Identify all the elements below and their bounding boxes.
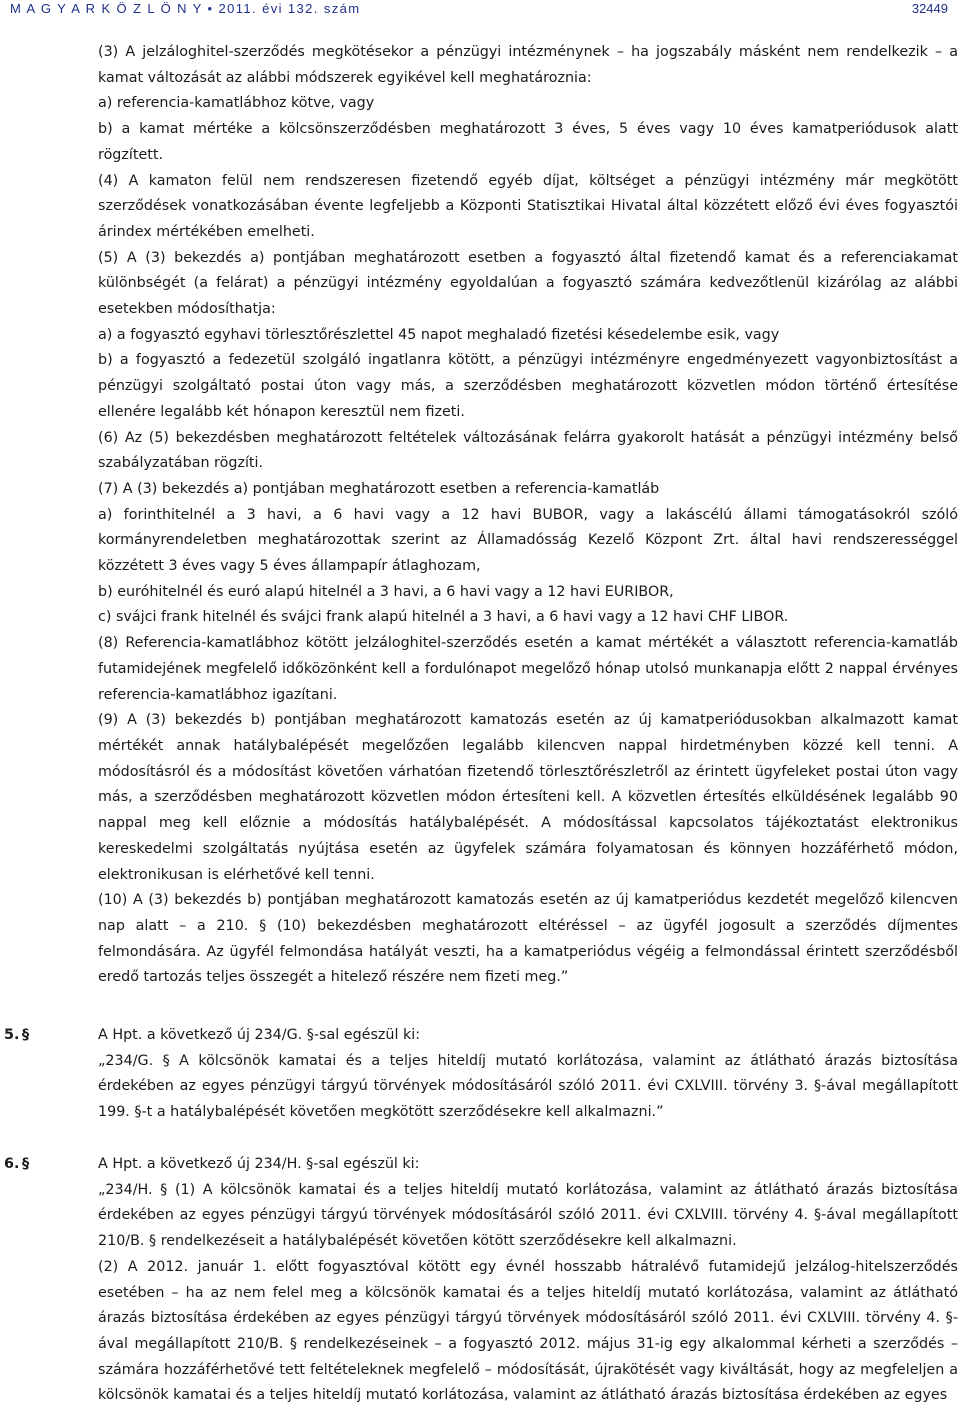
section-intro: A Hpt. a következő új 234/G. §-sal egészül ki: bbox=[98, 1027, 421, 1043]
paragraph-3: (3) A jelzáloghitel-szerződés megkötésekor a pénzügyi intézménynek – ha jogszabály másként nem rendelkezik – a kamat változását az alábbi módszerek egyikével kell meghatároznia: bbox=[98, 44, 958, 86]
paragraph-5b: b) a fogyasztó a fedezetül szolgáló ingatlanra kötött, a pénzügyi intézményre engedményezett vagyonbiztosítást a pénzügyi szolgáltató postai úton vagy más, a szerződésben meghatározott közvetlen módon történő értesítése ellenére legalább két hónapon keresztül nem fizeti. bbox=[98, 352, 958, 420]
paragraph-5: (5) A (3) bekezdés a) pontjában meghatározott esetben a fogyasztó által fizetendő kamat és a referenciakamat különbségét (a felárat) a pénzügyi intézmény egyoldalúan a fogyasztó számára kedvezőtlenül kizárólag az alábbi esetekben módosíthatja: bbox=[98, 249, 958, 318]
page-header bbox=[10, 0, 948, 20]
paragraph-8: (8) Referencia-kamatlábhoz kötött jelzáloghitel-szerződés esetén a kamat mértékét a választott referencia-kamatláb futamidejének megfelelő időközönként kell a fordulónapot megelőző hónap utolsó munkanapja előtt 2 nappal érvényes referencia-kamatlábhoz igazítani. bbox=[98, 635, 958, 703]
section-intro: A Hpt. a következő új 234/H. §-sal egészül ki: bbox=[98, 1156, 420, 1172]
section-number: 5. bbox=[4, 1027, 20, 1043]
paragraph-3b: b) a kamat mértéke a kölcsönszerződésben meghatározott 3 éves, 5 éves vagy 10 éves kamatperiódusok alatt rögzített. bbox=[98, 121, 958, 163]
journal-title: M A G Y A R K Ö Z L Ö N Y • 2011. évi 132. szám bbox=[10, 1, 361, 16]
paragraph-7c: c) svájci frank hitelnél és svájci frank alapú hitelnél a 3 havi, a 6 havi vagy a 12 havi CHF LIBOR. bbox=[98, 609, 789, 626]
section-text-1: „234/H. § (1) A kölcsönök kamatai és a teljes hiteldíj mutató korlátozása, valamint az átlátható árazás biztosítása érdekében az egyes pénzügyi tárgyú törvények módosításáról szóló 2011. évi CXLVIII. törvény 4. §-ával megállapított 210/B. § rendelkezéseit a hatálybalépését követően kötött szerződésekre kell alkalmazni. bbox=[98, 1181, 958, 1250]
paragraph-3a: a) referencia-kamatlábhoz kötve, vagy bbox=[98, 95, 375, 112]
paragraph-9: (9) A (3) bekezdés b) pontjában meghatározott kamatozás esetén az új kamatperiódusokban alkalmazott kamat mértékét annak hatálybalépését megelőzően legalább kilencven nappal hirdetményben közzé kell tenni. A módosításról és a módosítást követően várhatóan fizetendő törlesztőrészletről az érintett ügyfeleket postai úton vagy más, a szerződésben meghatározott közvetlen módon értesíteni kell. A közvetlen értesítés elküldésének legalább 90 nappal meg kell előznie a módosítás hatálybalépését. A módosítással kapcsolatos tájékoztatást elektronikus kereskedelmi szolgáltatás nyújtása esetén az ügyfelek számára folyamatosan és könnyen hozzáférhető módon, elektronikusan is elérhetővé kell tenni. bbox=[98, 712, 958, 883]
paragraph-7b: b) euróhitelnél és euró alapú hitelnél a 3 havi, a 6 havi vagy a 12 havi EURIBOR, bbox=[98, 583, 674, 600]
section-text-2: (2) A 2012. január 1. előtt fogyasztóval kötött egy évnél hosszabb hátralévő futamidejű jelzálog-hitelszerződés esetében – ha az nem felel meg a kölcsönök kamatai és a teljes hiteldíj mutató korlátozása, valamint az átlátható árazás biztosítása érdekében az egyes pénzügyi tárgyú törvények módosításáról szóló 2011. évi CXLVIII. törvény 4. §-ával megállapított 210/B. § rendelkezéseinek – a fogyasztó 2012. május 31-ig egy alkalommal kérheti a szerződés – számára hozzáférhetővé tett feltételeknek megfelelő – módosítását, újrakötését vagy kiváltását, hogy az megfeleljen a kölcsönök kamatai és a teljes hiteldíj mutató korlátozása, valamint az átlátható árazás biztosítása érdekében az egyes bbox=[98, 1258, 958, 1404]
main-text bbox=[98, 40, 958, 991]
section-text: „234/G. § A kölcsönök kamatai és a teljes hiteldíj mutató korlátozása, valamint az átlátható árazás biztosítása érdekében az egyes pénzügyi tárgyú törvények módosításáról szóló 2011. évi CXLVIII. törvény 3. §-ával megállapított 199. §-t a hatálybalépését követően megkötött szerződésekre kell alkalmazni.” bbox=[98, 1052, 958, 1121]
section-sign: § bbox=[22, 1156, 30, 1172]
paragraph-5a: a) a fogyasztó egyhavi törlesztőrészlettel 45 napot meghaladó fizetési késedelembe esik, vagy bbox=[98, 326, 780, 343]
page-number: 32449 bbox=[911, 1, 948, 16]
paragraph-6: (6) Az (5) bekezdésben meghatározott feltételek változásának felárra gyakorolt hatását a pénzügyi intézmény belső szabályzatában rögzíti. bbox=[98, 429, 958, 472]
paragraph-4: (4) A kamaton felül nem rendszeresen fizetendő egyéb díjat, költséget a pénzügyi intézmény már megkötött szerződések vonatkozásában évente legfeljebb a Központi Statisztikai Hivatal által közzétett előző évi éves fogyasztói árindex mértékében emelheti. bbox=[98, 172, 958, 240]
paragraph-10: (10) A (3) bekezdés b) pontjában meghatározott kamatozás esetén az új kamatperiódus kezdetét megelőző kilencven nap alatt – a 210. § (10) bekezdésben meghatározott eltéréssel – az ügyfél jogosult a szerződés díjmentes felmondására. Az ügyfél felmondása hatályát veszti, ha a kamatperiódus végéig a felmondással érintett szerződésből eredő tartozás teljes összegét a hitelező részére nem fizeti meg.” bbox=[98, 892, 958, 986]
section-number: 6. bbox=[4, 1156, 20, 1172]
paragraph-7: (7) A (3) bekezdés a) pontjában meghatározott esetben a referencia-kamatláb bbox=[98, 480, 660, 497]
paragraph-7a: a) forinthitelnél a 3 havi, a 6 havi vagy a 12 havi BUBOR, vagy a lakáscélú állami támogatásokról szóló kormányrendeletben meghatározottak szerint az Államadósság Kezelő Központ Zrt. által havi rendszerességgel közzétett 3 éves vagy 5 éves állampapír átlaghozam, bbox=[98, 506, 958, 575]
section-sign: § bbox=[22, 1027, 30, 1043]
